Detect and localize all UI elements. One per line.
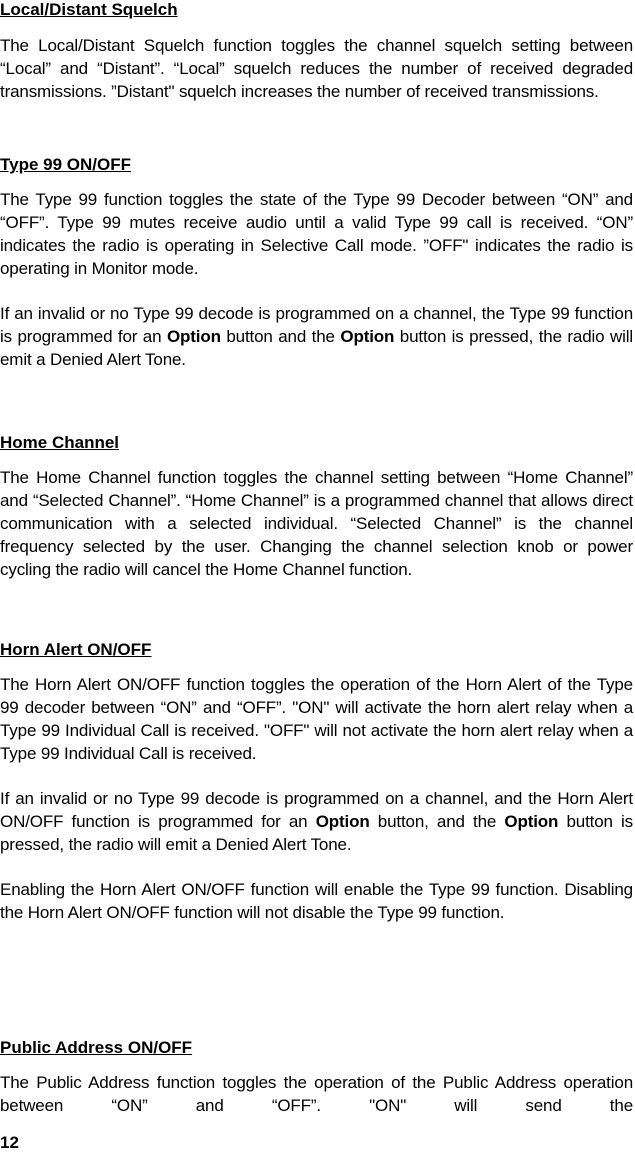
paragraph — [0, 878, 633, 924]
section-heading: Public Address ON/OFF — [0, 1038, 193, 1057]
section-horn-alert — [0, 640, 633, 924]
section-local-distant-squelch — [0, 0, 633, 103]
text-run: button and the — [220, 327, 341, 346]
paragraph — [0, 1071, 633, 1117]
text-run: The Local/Distant Squelch function toggles the channel squelch setting between “Local” and “Distant”. “Local” squelch reduces the number of received degraded transmissions. ”Distant" squelch increases the number of received transmissions. — [0, 36, 633, 101]
text-run: The Horn Alert ON/OFF function toggles the operation of the Horn Alert of the Type 99 decoder between “ON” and “OFF”. "ON" will activate the horn alert relay when a Type 99 Individual Call is received. "OFF" will not activate the horn alert relay when a Type 99 Individual Call is received. — [0, 675, 633, 763]
text-run: Enabling the Horn Alert ON/OFF function will enable the Type 99 function. Disabling the Horn Alert ON/OFF function will not disable the Type 99 function. — [0, 880, 633, 922]
emphasized-term: Option — [340, 327, 395, 346]
section-type-99 — [0, 155, 633, 371]
emphasized-term: Option — [166, 327, 221, 346]
section-heading: Home Channel — [0, 433, 120, 452]
text-run: The Type 99 function toggles the state of the Type 99 Decoder between “ON” and “OFF”. Type 99 mutes receive audio until a valid Type 99 call is received. “ON” indicates the radio is operating in Selective Call mode. ”OFF" indicates the radio is operating in Monitor mode. — [0, 190, 633, 278]
paragraph — [0, 302, 633, 371]
paragraph — [0, 787, 633, 856]
section-heading: Local/Distant Squelch — [0, 0, 178, 19]
text-run: button is pressed, the radio will emit a Denied Alert Tone. — [0, 327, 633, 369]
section-public-address — [0, 1038, 633, 1117]
paragraph — [0, 466, 633, 581]
text-run: button is pressed, the radio will emit a Denied Alert Tone. — [0, 812, 633, 854]
paragraph — [0, 34, 633, 103]
page-number: 12 — [0, 1133, 19, 1152]
section-heading: Horn Alert ON/OFF — [0, 640, 152, 659]
text-run: The Public Address function toggles the operation of the Public Address operation between “ON” and “OFF”. "ON" will send the — [0, 1073, 633, 1115]
emphasized-term: Option — [504, 812, 559, 831]
paragraph — [0, 188, 633, 280]
text-run: The Home Channel function toggles the channel setting between “Home Channel” and “Selected Channel”. “Home Channel” is a programmed channel that allows direct communication with a selected individual. “Selected Channel” is the channel frequency selected by the user. Changing the channel selection knob or power cycling the radio will cancel the Home Channel function. — [0, 468, 633, 579]
text-run: If an invalid or no Type 99 decode is programmed on a channel, and the Horn Alert ON/OFF function is programmed for an — [0, 789, 633, 831]
section-home-channel — [0, 433, 633, 581]
emphasized-term: Option — [315, 812, 370, 831]
section-heading: Type 99 ON/OFF — [0, 155, 131, 174]
text-run: button, and the — [369, 812, 505, 831]
paragraph — [0, 673, 633, 765]
text-run: If an invalid or no Type 99 decode is programmed on a channel, the Type 99 function is programmed for an — [0, 304, 633, 346]
